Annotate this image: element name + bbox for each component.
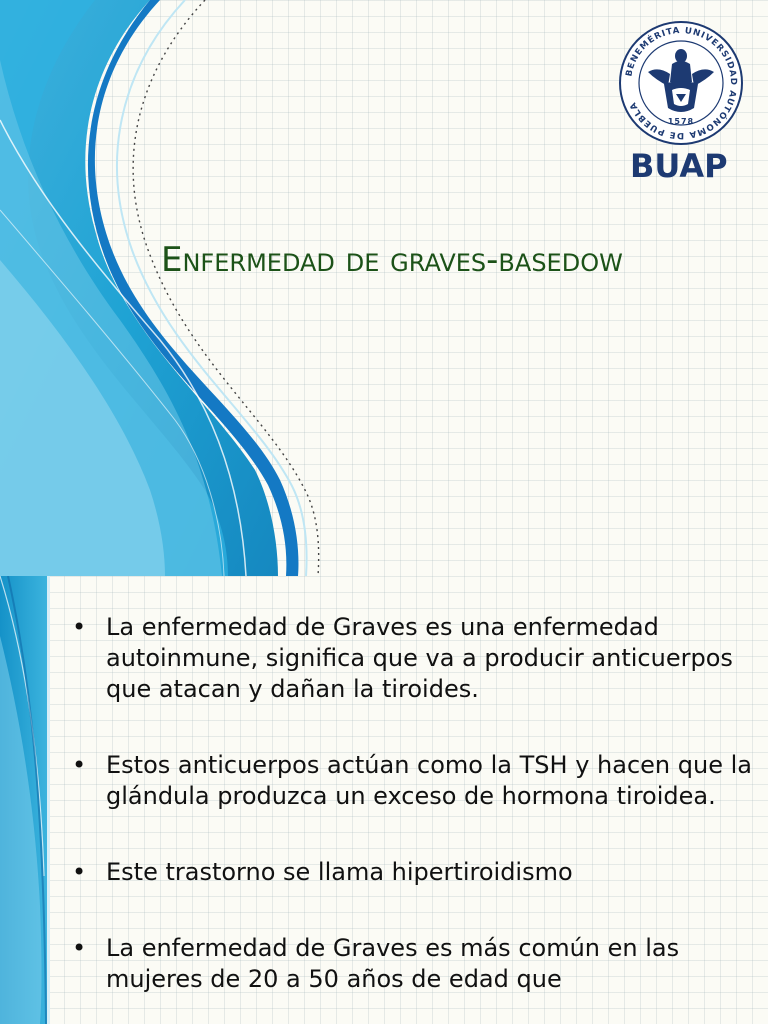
bullet-list — [72, 612, 752, 1024]
bullet-marker: • — [72, 858, 87, 886]
decorative-side-band — [0, 576, 50, 1024]
decorative-swoosh — [0, 0, 330, 576]
seal-text: BENEMÉRITA UNIVERSIDAD AUTÓNOMA DE PUEBLA — [624, 25, 739, 141]
bullet-text: La enfermedad de Graves es una enfermedad autoinmune, significa que va a producir anticuerpos que atacan y dañan la tiroides. — [106, 613, 733, 703]
bullet-marker: • — [72, 613, 87, 641]
buap-wordmark: BUAP — [630, 147, 728, 185]
bullet-text: La enfermedad de Graves es más común en las mujeres de 20 a 50 años de edad que — [106, 934, 680, 993]
buap-seal-logo — [618, 20, 744, 146]
bullet-item — [72, 612, 752, 705]
bullet-marker: • — [72, 751, 87, 779]
bullet-text: Este trastorno se llama hipertiroidismo — [106, 858, 573, 886]
seal-year: 1578 — [667, 117, 695, 126]
bullet-item — [72, 750, 752, 812]
slide-title: Enfermedad de graves-basedow — [161, 240, 623, 280]
bullet-item — [72, 857, 752, 888]
bullet-text: Estos anticuerpos actúan como la TSH y hacen que la glándula produzca un exceso de hormona tiroidea. — [106, 751, 752, 810]
content-slide — [0, 576, 768, 1024]
bullet-marker: • — [72, 934, 87, 962]
bullet-item — [72, 933, 752, 995]
